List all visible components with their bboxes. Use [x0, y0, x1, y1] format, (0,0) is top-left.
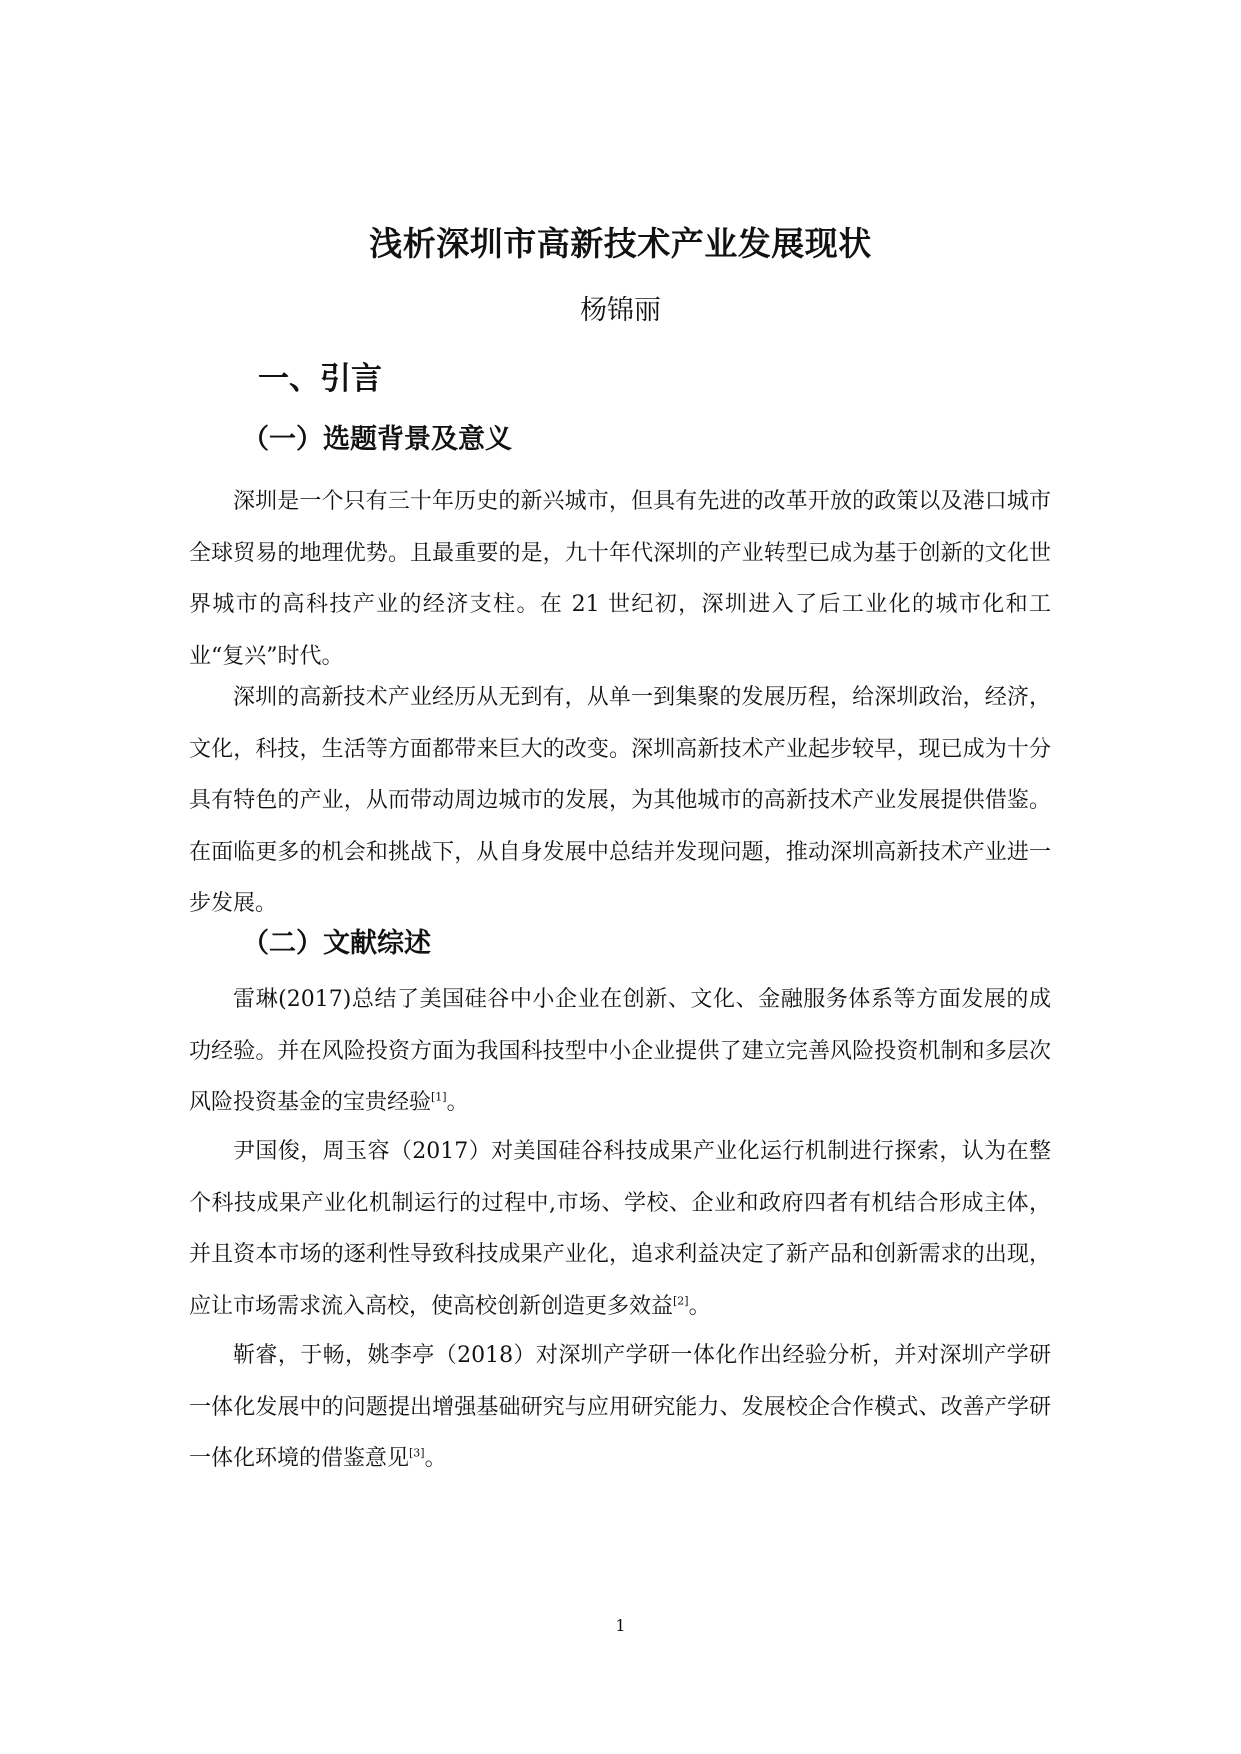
- paragraph-background-1: 深圳是一个只有三十年历史的新兴城市，但具有先进的改革开放的政策以及港口城市全球贸易的地理优势。且最重要的是，九十年代深圳的产业转型已成为基于创新的文化世界城市的高科技产业的经济支柱。在 21 世纪初，深圳进入了后工业化的城市化和工业“复兴”时代。: [189, 489, 1051, 669]
- citation-marker: [1]: [431, 1090, 447, 1104]
- document-title: 浅析深圳市高新技术产业发展现状: [369, 224, 872, 263]
- paragraph-text: 靳睿，于畅，姚李亭（2018）对深圳产学研一体化作出经验分析，并对深圳产学研一体化发展中的问题提出增强基础研究与应用研究能力、发展校企合作模式、改善产学研一体化环境的借鉴意见: [189, 1343, 1051, 1471]
- citation-marker: [3]: [409, 1446, 425, 1460]
- paragraph-end-punctuation: 。: [446, 1090, 469, 1115]
- paragraph-literature-2: [189, 1126, 1051, 1332]
- subsection-heading-literature-review: （二）文献综述: [242, 928, 431, 959]
- paragraph-background-2: 深圳的高新技术产业经历从无到有，从单一到集聚的发展历程，给深圳政治，经济，文化，科技，生活等方面都带来巨大的改变。深圳高新技术产业起步较早，现已成为十分具有特色的产业，从而带动周边城市的发展，为其他城市的高新技术产业发展提供借鉴。在面临更多的机会和挑战下，从自身发展中总结并发现问题，推动深圳高新技术产业进一步发展。: [189, 685, 1051, 916]
- paragraph-literature-1: [189, 974, 1051, 1129]
- paragraph-literature-3: [189, 1330, 1051, 1485]
- paragraph-text: 尹国俊，周玉容（2017）对美国硅谷科技成果产业化运行机制进行探索，认为在整个科技成果产业化机制运行的过程中,市场、学校、企业和政府四者有机结合形成主体，并且资本市场的逐利性导致科技成果产业化，追求利益决定了新产品和创新需求的出现，应让市场需求流入高校，使高校创新创造更多效益: [189, 1139, 1051, 1319]
- paragraph-end-punctuation: 。: [424, 1446, 447, 1471]
- paragraph-end-punctuation: 。: [688, 1293, 711, 1319]
- author-name: 杨锦丽: [580, 295, 661, 326]
- section-heading-introduction: 一、引言: [258, 361, 382, 397]
- citation-marker: [2]: [673, 1294, 689, 1308]
- subsection-heading-background: （一）选题背景及意义: [242, 424, 512, 455]
- page-number: 1: [615, 1616, 626, 1635]
- paragraph-text: 雷琳(2017)总结了美国硅谷中小企业在创新、文化、金融服务体系等方面发展的成功经验。并在风险投资方面为我国科技型中小企业提供了建立完善风险投资机制和多层次风险投资基金的宝贵经验: [189, 987, 1051, 1115]
